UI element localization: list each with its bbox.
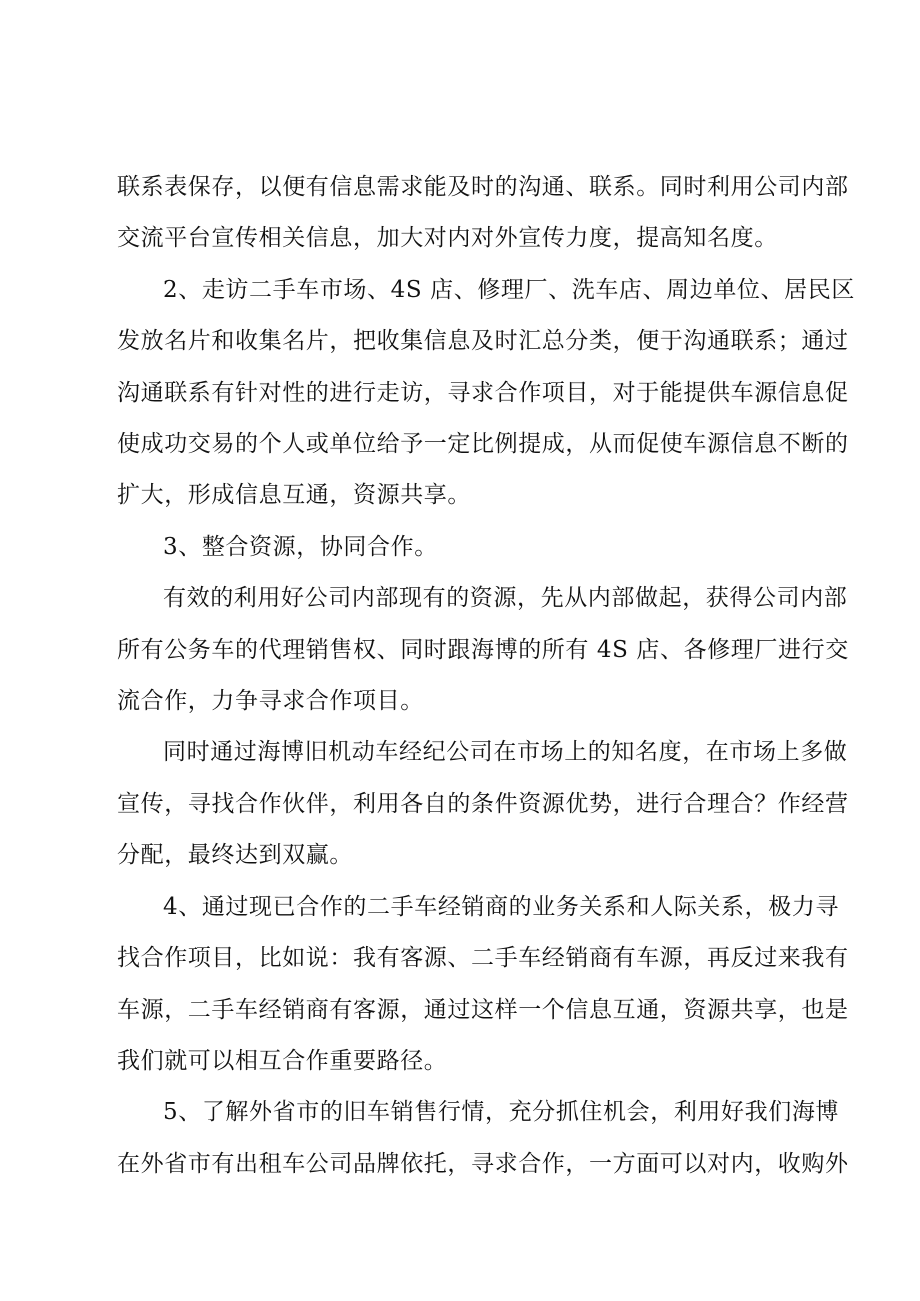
text-line: 我们就可以相互合作重要路径。	[117, 1047, 448, 1074]
text-line: 所有公务车的代理销售权、同时跟海博的所有 4S 店、各修理厂进行交	[117, 636, 849, 663]
text-line: 分配，最终达到双赢。	[117, 842, 353, 869]
text-line: 同时通过海博旧机动车经纪公司在市场上的知名度，在市场上多做	[163, 739, 848, 766]
text-line: 流合作，力争寻求合作项目。	[117, 688, 424, 715]
text-line: 4、通过现已合作的二手车经销商的业务关系和人际关系，极力寻	[163, 893, 840, 920]
text-line: 3、整合资源，协同合作。	[163, 533, 438, 560]
text-line: 扩大，形成信息互通，资源共享。	[117, 482, 471, 509]
text-line: 使成功交易的个人或单位给予一定比例提成，从而促使车源信息不断的	[117, 431, 849, 458]
text-line: 找合作项目，比如说：我有客源、二手车经销商有车源，再反过来我有	[117, 945, 849, 972]
paragraph-2	[117, 265, 855, 522]
text-line: 5、了解外省市的旧车销售行情，充分抓住机会，利用好我们海博	[163, 1099, 840, 1126]
paragraph-1	[117, 162, 849, 265]
paragraph-6	[117, 882, 849, 1088]
text-line: 联系表保存，以便有信息需求能及时的沟通、联系。同时利用公司内部	[117, 174, 849, 200]
paragraph-7	[117, 1087, 849, 1190]
paragraph-3-heading	[117, 522, 829, 573]
text-line: 宣传，寻找合作伙伴，利用各自的条件资源优势，进行合理合？作经营	[117, 790, 849, 817]
text-line: 有效的利用好公司内部现有的资源，先从内部做起，获得公司内部	[163, 585, 848, 612]
text-line: 车源，二手车经销商有客源，通过这样一个信息互通，资源共享，也是	[117, 996, 849, 1023]
text-line: 沟通联系有针对性的进行走访，寻求合作项目，对于能提供车源信息促	[117, 379, 849, 406]
text-line: 在外省市有出租车公司品牌依托，寻求合作，一方面可以对内，收购外	[117, 1150, 849, 1177]
document-body	[117, 162, 855, 1190]
text-line: 交流平台宣传相关信息，加大对内对外宣传力度，提高知名度。	[117, 225, 778, 252]
text-line: 2、走访二手车市场、4S 店、修理厂、洗车店、周边单位、居民区	[163, 276, 855, 303]
text-line: 发放名片和收集名片，把收集信息及时汇总分类，便于沟通联系；通过	[117, 328, 849, 355]
paragraph-5	[117, 727, 849, 881]
paragraph-4	[117, 573, 849, 727]
